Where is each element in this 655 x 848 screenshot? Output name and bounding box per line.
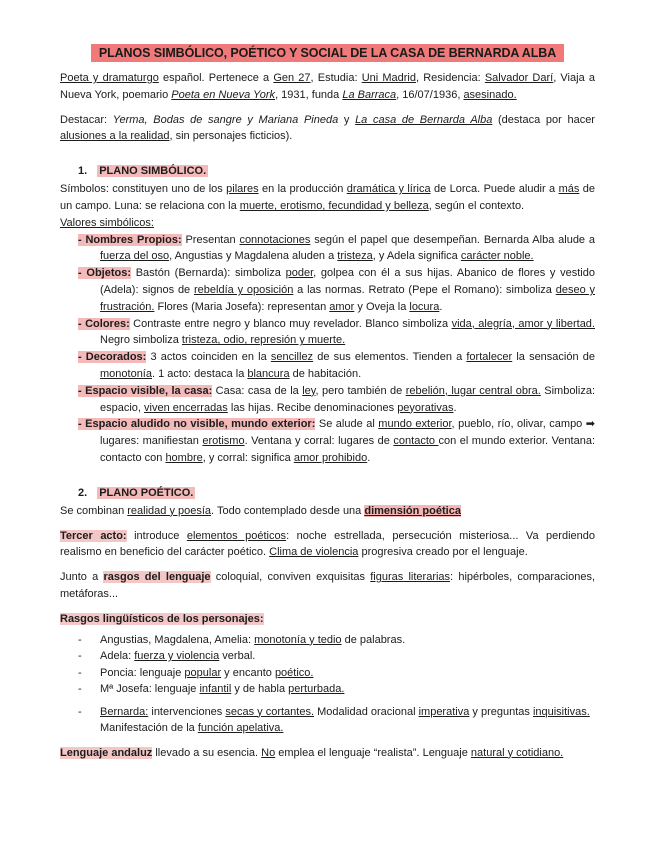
text-span: . Todo contemplado desde una	[211, 504, 365, 517]
text-span: viven encerradas	[144, 401, 228, 414]
text-span: Bernarda:	[100, 705, 149, 718]
text-span: llevado a su esencia.	[152, 746, 262, 759]
simbolos-paragraph	[60, 181, 595, 215]
section-number: 2.	[78, 486, 88, 499]
text-span: carácter noble.	[460, 250, 534, 263]
text-span: español. Pertenece a	[158, 72, 274, 84]
lenguaje-andaluz-paragraph	[60, 745, 595, 762]
title-wrap	[0, 44, 655, 62]
text-span: alusiones a la realidad	[60, 130, 170, 143]
text-span: hombre	[165, 451, 203, 464]
item-label: Lenguaje andaluz	[60, 746, 153, 759]
text-span: , sin personajes ficticios).	[169, 130, 293, 143]
text-span: Poncia: lenguaje	[100, 666, 185, 679]
rasgos-list-bernarda	[60, 704, 595, 737]
text-span: , Angustias y Magdalena aluden a	[169, 250, 338, 263]
text-span: función apelativa.	[197, 722, 284, 735]
text-span: según el papel que desempeñan. Bernarda Alba alude a	[310, 233, 595, 246]
text-span: mundo exterior	[378, 418, 452, 431]
combinan-paragraph	[60, 503, 595, 520]
text-span: Símbolos: constituyen uno de los	[60, 183, 227, 196]
text-span: y encanto	[221, 666, 275, 679]
text-span: Uni Madrid	[361, 72, 416, 84]
document-body	[60, 70, 595, 761]
text-span: pilares	[226, 183, 259, 196]
text-span: peyorativas	[397, 401, 454, 414]
list-item	[60, 632, 595, 649]
text-span: Bastón (Bernarda): simboliza	[131, 267, 286, 280]
text-span: y	[338, 113, 356, 126]
list-item	[60, 681, 595, 698]
text-span: las hijas. Recibe denominaciones	[227, 401, 398, 414]
text-span: Valores simbólicos:	[60, 216, 154, 229]
text-span: locura	[409, 300, 440, 313]
text-span: , y corral: significa	[202, 451, 294, 464]
page-title: PLANOS SIMBÓLICO, POÉTICO Y SOCIAL DE LA CASA DE BERNARDA ALBA	[91, 44, 564, 62]
text-span: con el mundo exterior. Ventana: contacto con	[100, 435, 595, 464]
text-span: Gen 27	[273, 72, 311, 84]
text-span: en la producción	[258, 183, 347, 196]
text-span: Angustias, Magdalena, Amelia:	[100, 633, 255, 646]
text-span: imperativa	[418, 705, 470, 718]
text-span: La casa de Bernarda Alba	[355, 113, 493, 126]
item-label: - Nombres Propios:	[78, 233, 182, 246]
text-span: Rasgos lingüísticos de los personajes:	[60, 612, 264, 625]
section-1-heading	[78, 163, 595, 179]
text-span: Modalidad oracional	[314, 705, 419, 718]
text-span: blancura	[247, 367, 290, 380]
text-span: , Residencia:	[415, 72, 485, 84]
text-span: , pueblo, río, olivar, campo ➡ lugares: manifiestan	[100, 418, 596, 448]
text-span: (destaca por hacer	[492, 113, 595, 126]
text-span: de habitación.	[289, 367, 362, 380]
text-span: poder	[285, 267, 314, 280]
text-span: La Barraca	[342, 88, 397, 101]
text-span: Flores (Maria Josefa): representan	[154, 300, 330, 313]
text-span: natural y cotidiano.	[470, 746, 564, 759]
text-span: rebeldía y oposición	[194, 283, 294, 296]
text-span: Manifestación de la	[100, 722, 198, 735]
list-item-objetos	[60, 265, 595, 315]
list-item	[60, 648, 595, 665]
text-span: .	[453, 401, 457, 414]
section-number: 1.	[78, 165, 88, 178]
intro-paragraph	[60, 70, 595, 104]
destacar-paragraph	[60, 112, 595, 146]
text-span: .	[439, 300, 443, 313]
text-span: y de habla	[231, 683, 289, 696]
section-title: PLANO POÉTICO.	[99, 486, 194, 499]
text-span: emplea el lenguaje “realista”. Lenguaje	[275, 746, 471, 759]
valores-list	[60, 232, 595, 467]
text-span: Poeta en Nueva York	[171, 88, 276, 101]
text-span: Mª Josefa: lenguaje	[100, 683, 200, 696]
section-title: PLANO SIMBÓLICO.	[99, 165, 207, 178]
text-span: deseo y frustración.	[100, 283, 596, 313]
text-span: de Lorca. Puede aludir a	[430, 183, 559, 196]
item-label: Tercer acto:	[60, 529, 127, 542]
list-item	[60, 704, 595, 737]
text-span: popular	[184, 666, 222, 679]
text-span: tristeza, odio, represión y muerte.	[181, 334, 346, 347]
text-span: Poeta y dramaturgo	[60, 72, 159, 84]
text-span: introduce	[126, 529, 187, 542]
text-span: . 1 acto: destaca la	[151, 367, 248, 380]
text-span: Contraste entre negro y blanco muy revelador. Blanco simboliza	[129, 317, 452, 330]
rasgos-list	[60, 632, 595, 698]
text-span: fuerza y violencia	[134, 650, 220, 663]
text-span: elementos poéticos	[186, 529, 287, 542]
text-span: muerte, erotismo, fecundidad y belleza	[239, 199, 429, 212]
text-span: perturbada.	[288, 683, 345, 696]
text-span: , 1931, funda	[275, 88, 343, 101]
text-span: 3 actos coinciden en la	[146, 351, 271, 364]
list-item-colores	[60, 316, 595, 350]
text-span: Destacar:	[60, 113, 113, 126]
text-span: de sus elementos. Tienden a	[313, 351, 467, 364]
item-label: - Decorados:	[78, 351, 147, 364]
tercer-acto-paragraph	[60, 528, 595, 562]
text-span: rasgos del lenguaje	[103, 571, 211, 584]
text-span: contacto	[393, 435, 439, 448]
item-label: - Espacio aludido no visible, mundo exterior:	[78, 418, 316, 431]
list-item	[60, 665, 595, 682]
text-span: sencillez	[270, 351, 314, 364]
junto-paragraph	[60, 569, 595, 603]
text-span: vida, alegría, amor y libertad.	[451, 317, 595, 330]
text-span: Clima de violencia	[269, 546, 359, 559]
list-item-decorados	[60, 349, 595, 383]
text-span: secas y cortantes.	[225, 705, 315, 718]
text-span: monotonía y tedio	[254, 633, 342, 646]
text-span: fortalecer	[466, 351, 513, 364]
text-span: Negro simboliza	[100, 334, 182, 347]
text-span: Adela:	[100, 650, 135, 663]
text-span: , 16/07/1936,	[396, 88, 464, 101]
text-span: realidad y poesía	[127, 504, 212, 517]
text-span: fuerza del oso	[100, 250, 170, 263]
text-span: a las normas. Retrato (Pepe el Romano): simboliza	[293, 283, 556, 296]
text-span: rebelión, lugar central obra.	[405, 384, 541, 397]
text-span: , Estudia:	[310, 72, 362, 84]
text-span: y preguntas	[469, 705, 533, 718]
text-span: amor	[329, 300, 355, 313]
list-item-nombres	[60, 232, 595, 266]
text-span: , según el contexto.	[428, 199, 525, 212]
list-item-espacio-aludido	[60, 416, 595, 466]
text-span: monotonía	[100, 367, 152, 380]
text-span: .	[367, 451, 371, 464]
text-span: tristeza	[337, 250, 373, 263]
text-span: erotismo	[202, 435, 245, 448]
text-span: Casa: casa de la	[212, 384, 303, 397]
text-span: de palabras.	[341, 633, 406, 646]
text-span: Se combinan	[60, 504, 128, 517]
text-span: Yerma, Bodas de sangre y Mariana Pineda	[112, 113, 339, 126]
text-span: : noche estrellada, persecución misteriosa... Va perdiendo realismo en beneficio del carácter poético.	[60, 529, 595, 559]
text-span: figuras literarias	[370, 571, 451, 584]
text-span: , pero también de	[315, 384, 406, 397]
text-span: inquisitivas.	[532, 705, 590, 718]
text-span: infantil	[199, 683, 232, 696]
text-span: Simboliza: espacio,	[100, 384, 595, 414]
text-span: Se alude al	[315, 418, 379, 431]
text-span: Presentan	[181, 233, 240, 246]
text-span: la sensación de	[512, 351, 595, 364]
text-span: y Oveja la	[354, 300, 410, 313]
text-span: , golpea con él a sus hijas. Abanico de flores y vestido (Adela): signos de	[100, 267, 595, 296]
text-span: amor prohibido	[293, 451, 368, 464]
text-span: progresiva creado por el lenguaje.	[358, 546, 528, 559]
item-label: - Espacio visible, la casa:	[78, 384, 213, 397]
text-span: Salvador Darí	[484, 72, 554, 84]
text-span: asesinado.	[463, 88, 517, 101]
text-span: ley	[302, 384, 316, 397]
text-span: , y Adela significa	[372, 250, 461, 263]
text-span: poético.	[274, 666, 314, 679]
valores-heading	[60, 215, 595, 232]
text-span: verbal.	[219, 650, 256, 663]
text-span: coloquial, conviven exquisitas	[210, 571, 371, 584]
list-item-espacio-visible	[60, 383, 595, 417]
text-span: , Viaja a Nueva York, poemario	[60, 72, 595, 101]
item-label: - Colores:	[78, 317, 130, 330]
text-span: dramática y lírica	[346, 183, 431, 196]
text-span: connotaciones	[239, 233, 311, 246]
item-label: - Objetos:	[78, 267, 131, 280]
text-span: No	[261, 746, 276, 759]
text-span: más	[558, 183, 580, 196]
text-span: de un campo. Luna: se relaciona con la	[60, 183, 595, 212]
text-span: Junto a	[60, 571, 104, 584]
text-span: . Ventana y corral: lugares de	[244, 435, 394, 448]
text-span: : hipérboles, comparaciones, metáforas...	[60, 571, 596, 600]
rasgos-heading	[60, 611, 595, 628]
text-span: intervenciones	[148, 705, 226, 718]
text-span: dimensión poética	[364, 504, 461, 517]
section-2-heading	[78, 485, 595, 501]
